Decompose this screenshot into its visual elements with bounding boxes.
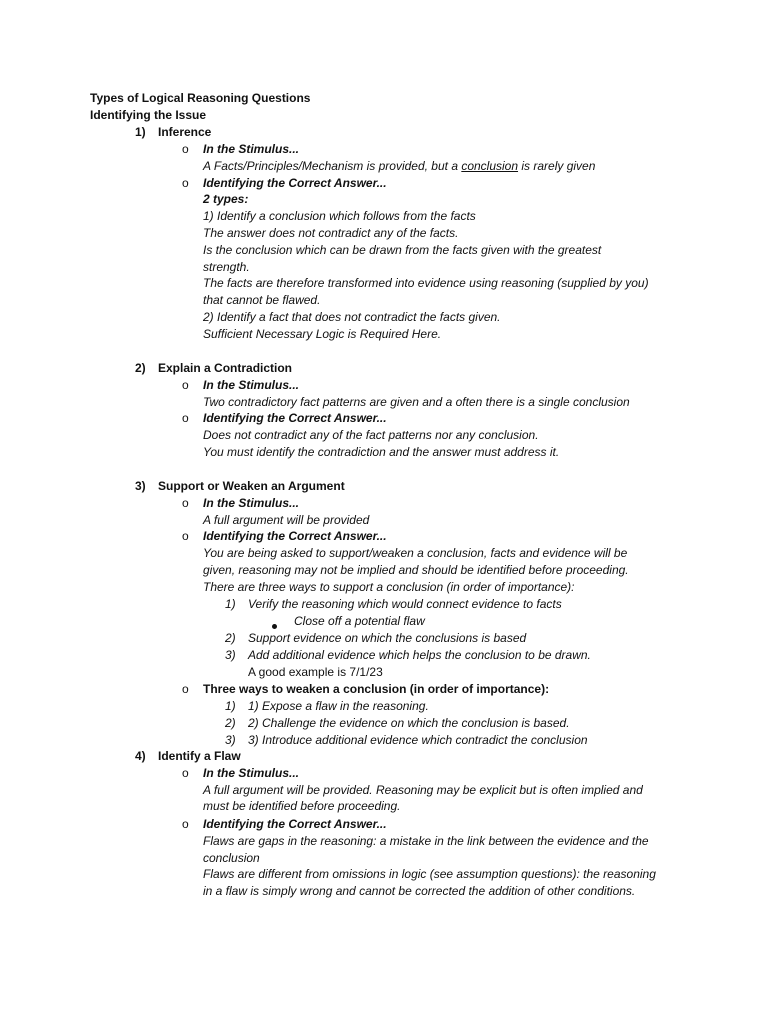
body-line: Does not contradict any of the fact patterns nor any conclusion. <box>203 428 539 442</box>
correct-answer-label: Identifying the Correct Answer... <box>203 176 387 190</box>
list-number: 2) <box>225 631 236 645</box>
stimulus-label: In the Stimulus... <box>203 142 300 156</box>
stimulus-label: In the Stimulus... <box>203 378 300 392</box>
section-number: 4) <box>135 749 146 763</box>
section-heading-support-weaken: Support or Weaken an Argument <box>158 479 345 493</box>
section-number: 1) <box>135 125 146 139</box>
bullet-marker: o <box>182 817 189 831</box>
body-line: Flaws are gaps in the reasoning: a mistake in the link between the evidence and the <box>203 834 649 848</box>
stimulus-text: A Facts/Principles/Mechanism is provided, but a conclusion is rarely given <box>203 159 596 173</box>
bullet-marker: o <box>182 529 189 543</box>
example-note: A good example is 7/1/23 <box>248 665 383 679</box>
stimulus-text: A full argument will be provided. Reasoning may be explicit but is often implied and <box>203 783 643 797</box>
weaken-item: 2) Challenge the evidence on which the conclusion is based. <box>248 716 570 730</box>
body-line: The facts are therefore transformed into evidence using reasoning (supplied by you) <box>203 276 649 290</box>
list-number: 1) <box>225 597 236 611</box>
stimulus-text: Two contradictory fact patterns are given and a often there is a single conclusion <box>203 395 630 409</box>
body-line: conclusion <box>203 851 260 865</box>
section-number: 3) <box>135 479 146 493</box>
body-line: strength. <box>203 260 250 274</box>
section-heading-contradiction: Explain a Contradiction <box>158 361 293 375</box>
bullet-marker: o <box>182 496 189 510</box>
bullet-marker: o <box>182 142 189 156</box>
bullet-marker: o <box>182 766 189 780</box>
list-number: 3) <box>225 733 236 747</box>
list-number: 1) <box>225 699 236 713</box>
correct-answer-label: Identifying the Correct Answer... <box>203 411 387 425</box>
bullet-marker: o <box>182 411 189 425</box>
stimulus-text: A full argument will be provided <box>203 513 370 527</box>
stimulus-text: must be identified before proceeding. <box>203 799 401 813</box>
support-item: Add additional evidence which helps the conclusion to be drawn. <box>248 648 591 662</box>
body-line: in a flaw is simply wrong and cannot be corrected the addition of other conditions. <box>203 884 636 898</box>
sub-bullet-text: Close off a potential flaw <box>294 614 425 628</box>
correct-answer-label: Identifying the Correct Answer... <box>203 817 387 831</box>
body-line: You must identify the contradiction and the answer must address it. <box>203 445 560 459</box>
body-line: Flaws are different from omissions in logic (see assumption questions): the reasoning <box>203 867 656 881</box>
weaken-heading: Three ways to weaken a conclusion (in order of importance): <box>203 682 550 696</box>
bullet-marker: o <box>182 682 189 696</box>
body-line: that cannot be flawed. <box>203 293 321 307</box>
section-heading-flaw: Identify a Flaw <box>158 749 241 763</box>
weaken-item: 3) Introduce additional evidence which contradict the conclusion <box>248 733 588 747</box>
correct-answer-label: Identifying the Correct Answer... <box>203 529 387 543</box>
weaken-item: 1) Expose a flaw in the reasoning. <box>248 699 429 713</box>
list-number: 3) <box>225 648 236 662</box>
document-subtitle: Identifying the Issue <box>90 108 207 122</box>
list-number: 2) <box>225 716 236 730</box>
body-line: You are being asked to support/weaken a conclusion, facts and evidence will be <box>203 546 628 560</box>
body-line: There are three ways to support a conclusion (in order of importance): <box>203 580 575 594</box>
body-line: given, reasoning may not be implied and should be identified before proceeding. <box>203 563 629 577</box>
body-line: 2) Identify a fact that does not contradict the facts given. <box>203 310 501 324</box>
bullet-marker: o <box>182 378 189 392</box>
body-line: Is the conclusion which can be drawn from the facts given with the greatest <box>203 243 602 257</box>
section-number: 2) <box>135 361 146 375</box>
body-line: Sufficient Necessary Logic is Required Here. <box>203 327 442 341</box>
support-item: Support evidence on which the conclusions is based <box>248 631 527 645</box>
document-title: Types of Logical Reasoning Questions <box>90 91 311 105</box>
two-types-label: 2 types: <box>203 192 249 206</box>
section-heading-inference: Inference <box>158 125 212 139</box>
bullet-marker: o <box>182 176 189 190</box>
body-line: 1) Identify a conclusion which follows from the facts <box>203 209 476 223</box>
stimulus-label: In the Stimulus... <box>203 766 300 780</box>
body-line: The answer does not contradict any of the facts. <box>203 226 459 240</box>
support-item: Verify the reasoning which would connect evidence to facts <box>248 597 562 611</box>
stimulus-label: In the Stimulus... <box>203 496 300 510</box>
